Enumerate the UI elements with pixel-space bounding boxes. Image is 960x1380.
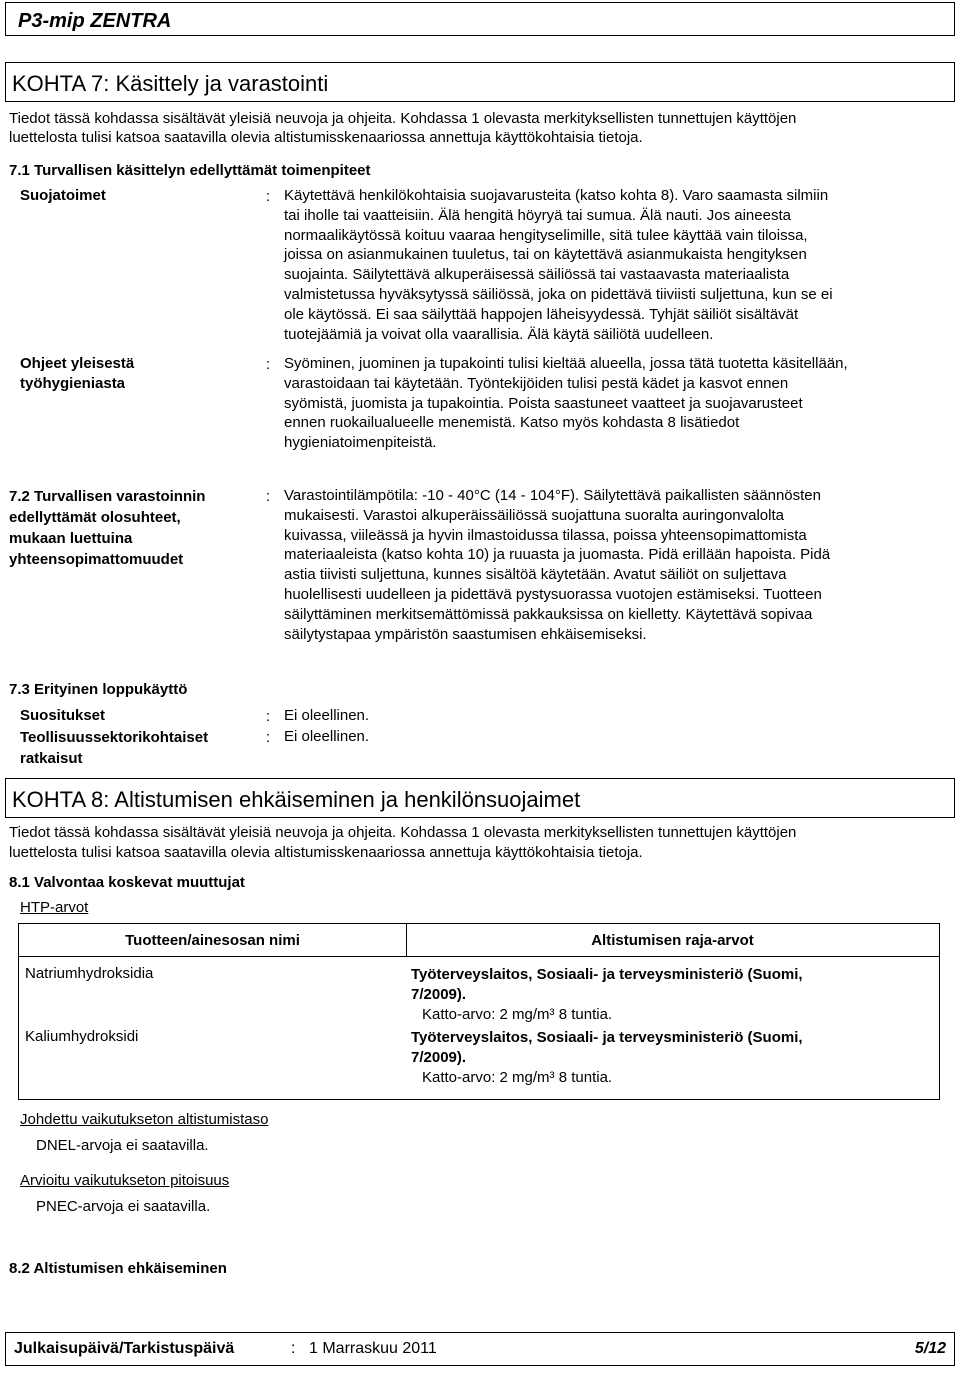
suositukset-label: Suositukset <box>20 707 106 724</box>
suositukset-value: Ei oleellinen. <box>284 707 370 724</box>
hygiene-label-line: työhygieniasta <box>20 375 126 392</box>
teollisuus-label-line: Teollisuussektorikohtaiset <box>20 729 209 746</box>
suojatoimet-line: tuotejäämiä ja voivat olla vaarallisia. Älä käytä säiliötä uudelleen. <box>284 325 714 343</box>
pnec-heading: Arvioitu vaikutukseton pitoisuus <box>20 1172 230 1189</box>
hygiene-line: hygieniatoimenpiteistä. <box>284 434 437 452</box>
hygiene-label-line: Ohjeet yleisestä <box>20 355 135 372</box>
suojatoimet-line: ole käytössä. Ei saa säilyttää happojen läheisyydessä. Tyhjät säiliöt sisältävät <box>284 305 799 323</box>
footer-date: 1 Marraskuu 2011 <box>309 1340 437 1357</box>
storage-line: säilyttäminen merkitsemättömissä pakkauksissa on kielletty. Käytettävä sopivaa <box>284 605 813 623</box>
htp-row-name: Natriumhydroksidia <box>25 965 154 982</box>
htp-col-name-header: Tuotteen/ainesosan nimi <box>125 932 300 949</box>
storage-line: huolellisesti uudelleen ja pidettävä pystysuorassa vuotojen estämiseksi. Tuotteen <box>284 585 822 603</box>
section-7-intro-line-1: Tiedot tässä kohdassa sisältävät yleisiä neuvoja ja ohjeita. Kohdassa 1 olevasta merkityksellisten tunnettujen käyttöjen <box>9 110 797 127</box>
storage-line: Varastointilämpötila: -10 - 40°C (14 - 104°F). Säilytettävä paikallisten säännösten <box>284 487 821 504</box>
hygiene-line: ennen ruokailualueelle menemistä. Katso myös kohdasta 8 lisätiedot <box>284 414 740 432</box>
subsection-7-2-label-line: edellyttämät olosuhteet, <box>9 509 181 526</box>
suojatoimet-colon: : <box>266 188 271 205</box>
htp-limit-value: Katto-arvo: 2 mg/m³ 8 tuntia. <box>422 1006 613 1023</box>
htp-row-limit <box>411 1028 803 1088</box>
subsection-7-2-label <box>9 486 205 570</box>
htp-row-name: Kaliumhydroksidi <box>25 1028 139 1045</box>
htp-table-header-divider <box>19 956 939 957</box>
storage-line: säilytystapaa ympäristön saastumisen ehkäisemiseksi. <box>284 625 647 643</box>
section-7-intro-line-2: luettelosta tulisi katsoa saatavilla olevia altistumisskenaariossa annettuja käyttökohtaisia tietoja. <box>9 129 643 146</box>
storage-line: mukaisesti. Varastoi alkuperäissäiliössä suojattuna suoralta auringonvalolta <box>284 506 784 524</box>
suojatoimet-line: joissa on asianmukainen tuuletus, tai on käytettävä asianmukaista hengityksen <box>284 246 807 264</box>
subsection-7-2-label-line: yhteensopimattomuudet <box>9 551 184 568</box>
subsection-7-1-title: 7.1 Turvallisen käsittelyn edellyttämät toimenpiteet <box>9 162 371 179</box>
suojatoimet-line: valmistetussa hyväksytyssä säiliössä, joka on pidettävä tiiviisti suljettuna, kun se ei <box>284 285 833 303</box>
suojatoimet-line: tai iholle tai vaatteisiin. Älä hengitä höyryä tai sumua. Älä nauti. Jos aineesta <box>284 206 791 224</box>
dnel-heading: Johdettu vaikutukseton altistumistaso <box>20 1111 269 1128</box>
section-8-header <box>5 778 955 818</box>
document-footer <box>5 1332 955 1366</box>
pnec-text: PNEC-arvoja ei saatavilla. <box>36 1198 211 1215</box>
footer-page-number: 5/12 <box>914 1340 946 1357</box>
subsection-8-2-title: 8.2 Altistumisen ehkäiseminen <box>9 1260 227 1277</box>
subsection-8-1-title: 8.1 Valvontaa koskevat muuttujat <box>9 874 245 891</box>
footer-colon: : <box>291 1340 296 1357</box>
subsection-7-2-text <box>284 486 830 644</box>
subsection-7-2-colon: : <box>266 488 271 505</box>
hygiene-line: varastoidaan tai käytetään. Työntekijöiden tulisi pestä kädet ja kasvot ennen <box>284 374 789 392</box>
teollisuus-label <box>20 727 208 769</box>
htp-limit-source: 7/2009). <box>411 1049 467 1066</box>
subsection-7-2-label-line: mukaan luettuina <box>9 530 133 547</box>
storage-line: astia tiivisti suljettuna, kunnes sisältöä käytetään. Avatut säiliöt on suljettava <box>284 566 787 584</box>
teollisuus-colon: : <box>266 729 271 746</box>
hygiene-text <box>284 354 848 453</box>
teollisuus-value: Ei oleellinen. <box>284 728 370 745</box>
suojatoimet-line: Käytettävä henkilökohtaisia suojavarusteita (katso kohta 8). Varo saamasta silmiin <box>284 187 829 204</box>
htp-limit-source: Työterveyslaitos, Sosiaali- ja terveysministeriö (Suomi, <box>411 966 803 983</box>
section-7-title: KOHTA 7: Käsittely ja varastointi <box>12 71 329 96</box>
subsection-7-3-title: 7.3 Erityinen loppukäyttö <box>9 681 188 698</box>
htp-limit-source: Työterveyslaitos, Sosiaali- ja terveysministeriö (Suomi, <box>411 1029 803 1046</box>
suojatoimet-text <box>284 186 833 344</box>
suojatoimet-line: suojainta. Säilytettävä alkuperäisessä säiliössä tai vastaavasta materiaalista <box>284 266 790 284</box>
teollisuus-label-line: ratkaisut <box>20 750 83 767</box>
htp-row-limit <box>411 965 803 1025</box>
htp-limit-source: 7/2009). <box>411 986 467 1003</box>
htp-col-limit-header: Altistumisen raja-arvot <box>591 932 754 949</box>
dnel-text: DNEL-arvoja ei saatavilla. <box>36 1137 209 1154</box>
htp-table <box>18 923 940 1100</box>
htp-heading: HTP-arvot <box>20 899 89 916</box>
document-title: P3-mip ZENTRA <box>18 10 172 32</box>
hygiene-line: syömistä, juomista ja tupakointia. Poista saastuneet vaatteet ja suojavarusteet <box>284 394 803 412</box>
section-7-header <box>5 62 955 102</box>
section-8-intro-line-1: Tiedot tässä kohdassa sisältävät yleisiä neuvoja ja ohjeita. Kohdassa 1 olevasta merkityksellisten tunnettujen käyttöjen <box>9 824 797 841</box>
section-8-title: KOHTA 8: Altistumisen ehkäiseminen ja henkilönsuojaimet <box>12 787 581 812</box>
document-header <box>5 2 955 36</box>
storage-line: materiaaleista (katso kohta 10) ja ruuasta ja juomasta. Pidä erillään hapoista. Pidä <box>284 546 831 564</box>
hygiene-colon: : <box>266 356 271 373</box>
section-8-intro-line-2: luettelosta tulisi katsoa saatavilla olevia altistumisskenaariossa annettuja käyttökohtaisia tietoja. <box>9 844 643 861</box>
hygiene-line: Syöminen, juominen ja tupakointi tulisi kieltää alueella, jossa tätä tuotetta käsitellään, <box>284 355 848 372</box>
footer-date-label: Julkaisupäivä/Tarkistuspäivä <box>14 1340 235 1357</box>
suojatoimet-label: Suojatoimet <box>20 187 106 204</box>
storage-line: kuivassa, viileässä ja hyvin ilmastoidussa tilassa, poissa yhteensopimattomista <box>284 526 807 544</box>
suojatoimet-line: normaalikäytössä koituu vaaraa hengityselimille, sitä tulee käyttää vain tiloissa, <box>284 226 808 244</box>
suositukset-colon: : <box>266 708 271 725</box>
subsection-7-2-label-line: 7.2 Turvallisen varastoinnin <box>9 488 206 505</box>
htp-limit-value: Katto-arvo: 2 mg/m³ 8 tuntia. <box>422 1069 613 1086</box>
hygiene-label <box>20 354 134 394</box>
